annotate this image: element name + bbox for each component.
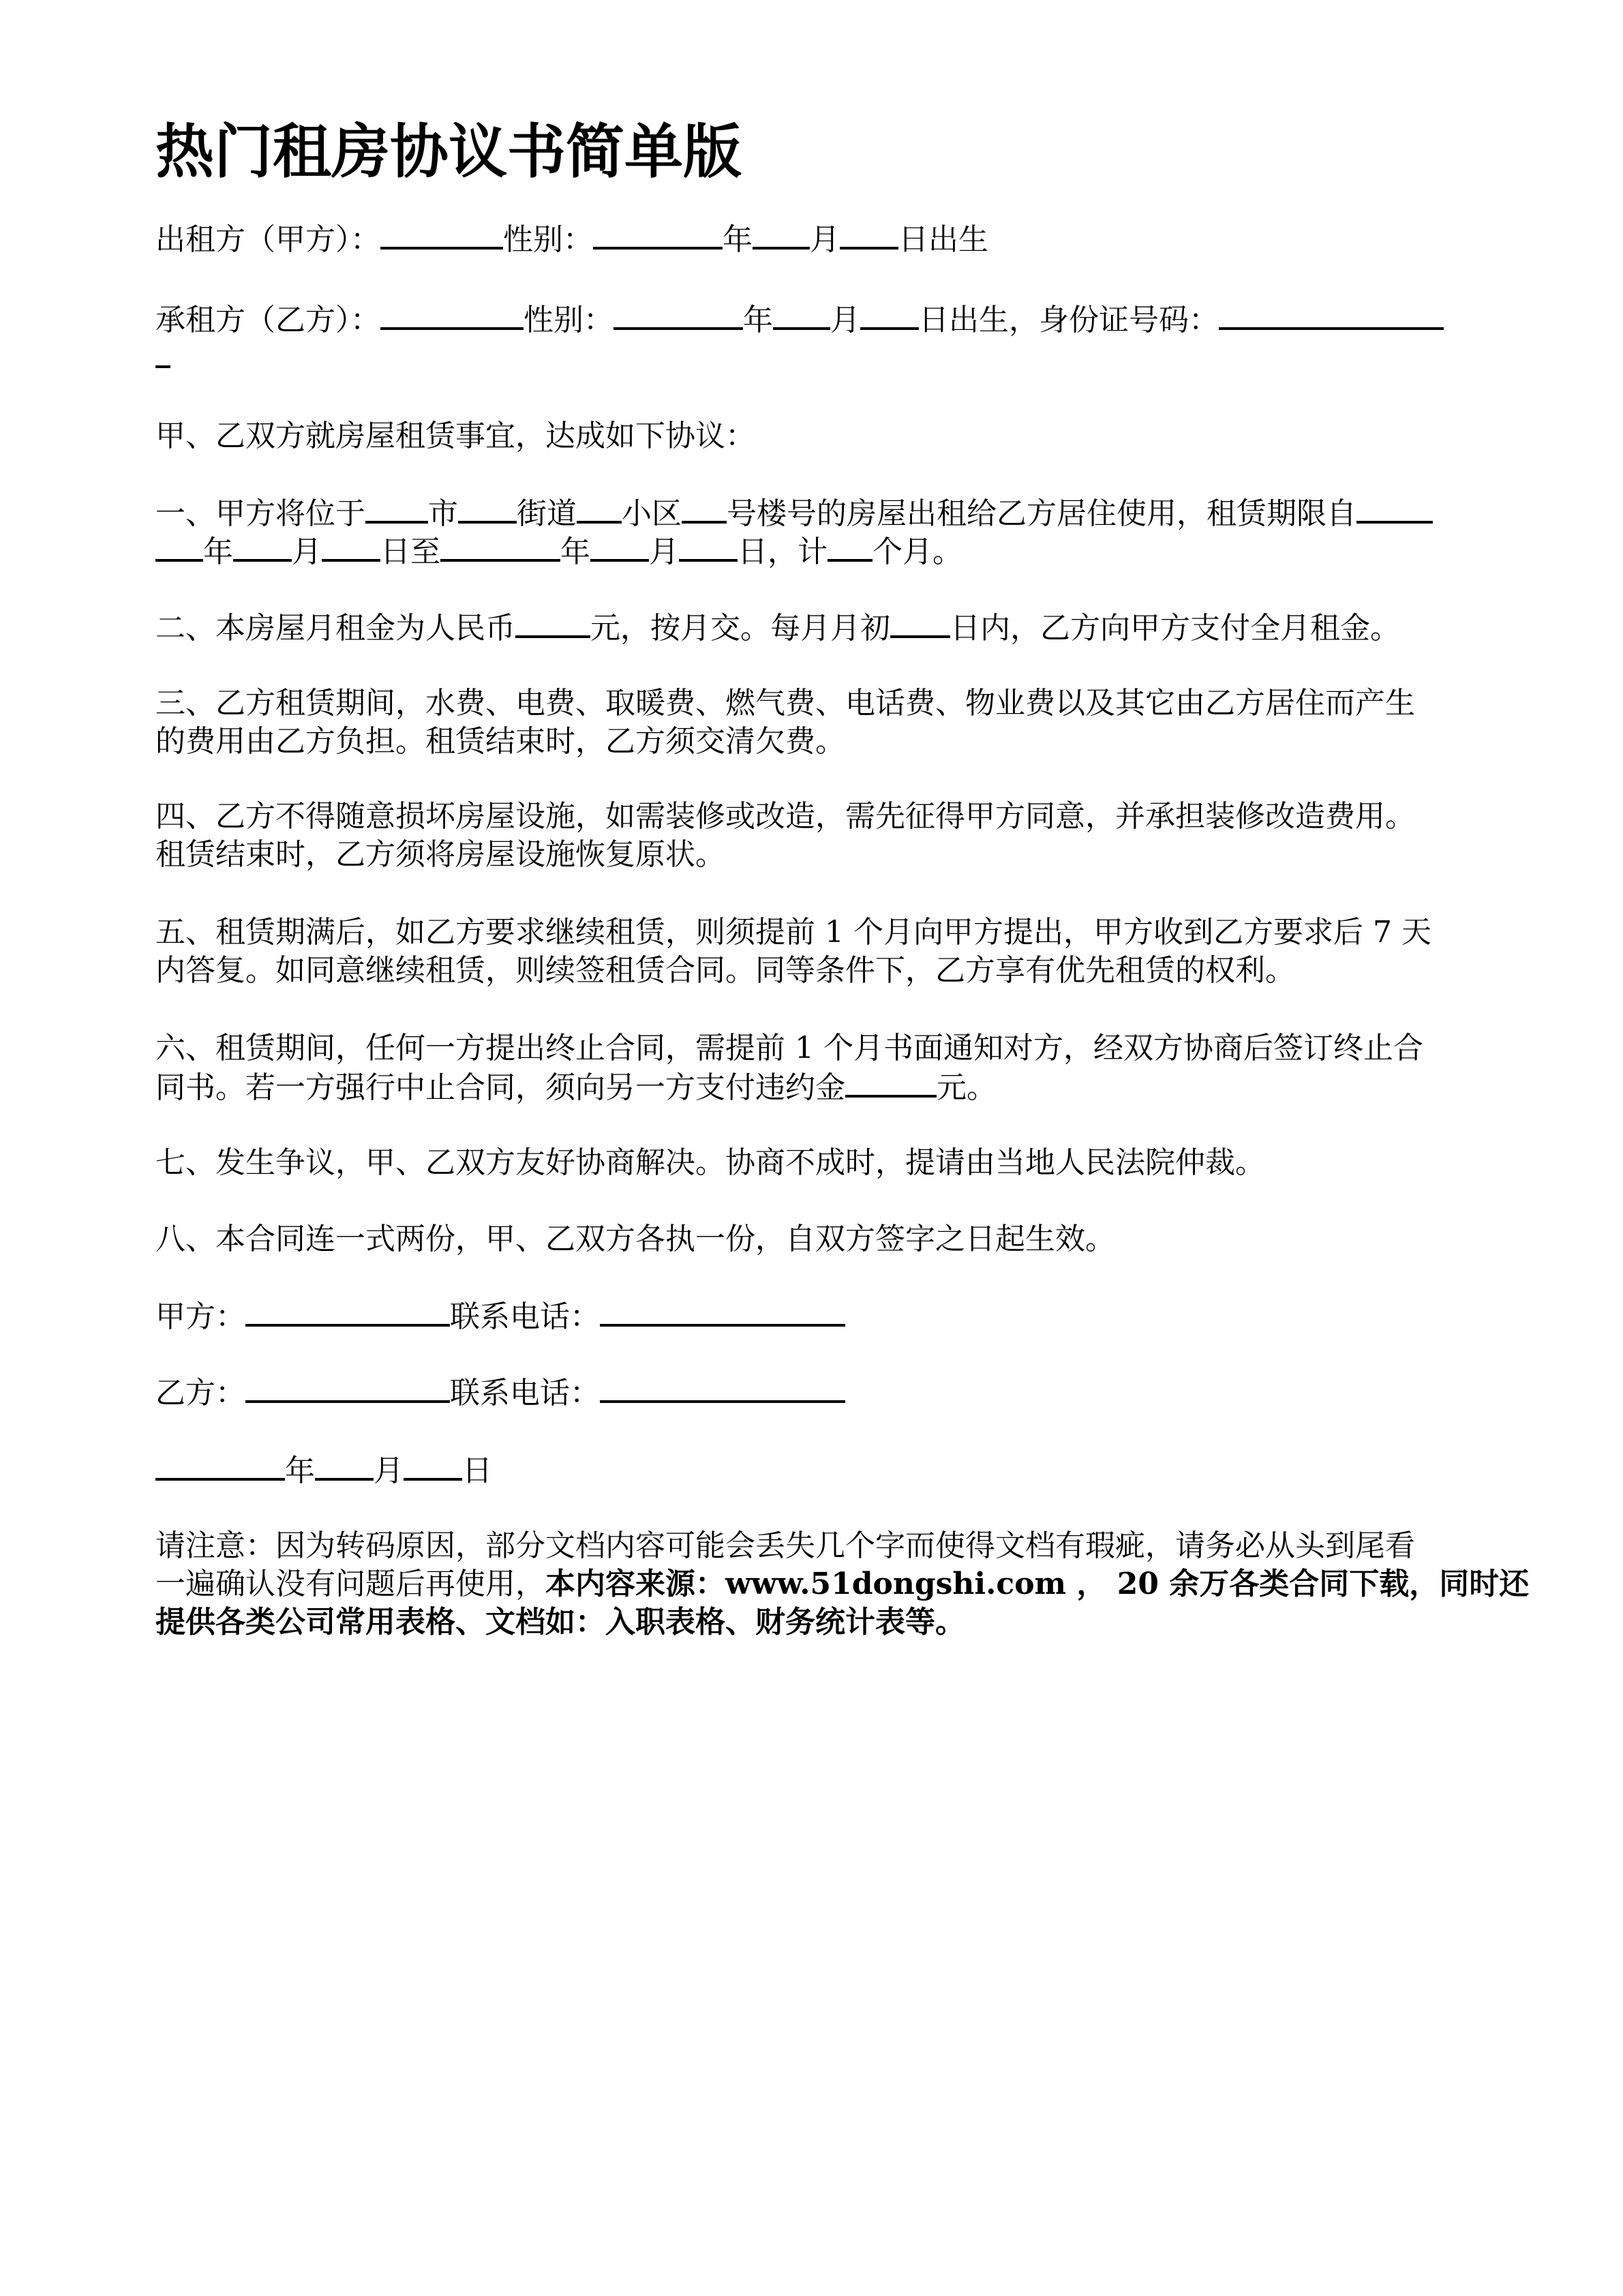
clause-6-line-2-prefix: 同书。若一方强行中止合同，须向另一方支付违约金 — [155, 1070, 845, 1105]
lessor-month-label: 月 — [810, 222, 840, 257]
clause-3-line-2: 的费用由乙方负担。租赁结束时，乙方须交清欠费。 — [155, 724, 845, 759]
lessee-birth-suffix: 日出生，身份证号码： — [919, 303, 1219, 337]
community-label: 小区 — [622, 496, 682, 531]
document-title: 热门租房协议书简单版 — [155, 118, 742, 186]
lessor-birth-year-blank[interactable] — [753, 220, 810, 250]
monthly-rent-blank[interactable] — [515, 608, 590, 638]
party-a-phone-label: 联系电话： — [450, 1299, 600, 1334]
party-b-label: 乙方： — [155, 1376, 245, 1410]
clause-5-line-2: 内答复。如同意继续租赁，则续签租赁合同。同等条件下，乙方享有优先租赁的权利。 — [155, 953, 1295, 988]
lessee-label: 承租方（乙方）： — [155, 303, 380, 337]
community-blank[interactable] — [577, 494, 622, 524]
clause-2 — [155, 608, 1400, 648]
penalty-amount-blank[interactable] — [845, 1068, 937, 1098]
party-b-phone-label: 联系电话： — [450, 1376, 600, 1410]
clause-5-line-1: 五、租赁期满后，如乙方要求继续租赁，则须提前 1 个月向甲方提出，甲方收到乙方要求后 7 天 — [155, 915, 1431, 950]
lease-end-month-label: 月 — [649, 534, 679, 569]
lessor-birth-suffix: 日出生 — [898, 222, 988, 257]
notice-line-2 — [155, 1565, 1529, 1603]
notice-line-1: 请注意：因为转码原因，部分文档内容可能会丢失几个字而使得文档有瑕疵，请务必从头到尾看 — [155, 1528, 1415, 1563]
lease-day-to-label: 日至 — [380, 534, 440, 569]
lessee-year-label: 年 — [743, 303, 773, 337]
street-blank[interactable] — [458, 494, 517, 524]
lease-start-month-label: 月 — [292, 534, 322, 569]
lease-start-year-blank-cont[interactable] — [155, 532, 203, 562]
signing-month-blank[interactable] — [315, 1451, 374, 1481]
lessee-gender-blank[interactable] — [613, 300, 743, 330]
lessee-id-overflow-line — [155, 338, 170, 378]
lease-end-year-blank[interactable] — [440, 532, 560, 562]
lessee-name-blank[interactable] — [380, 300, 524, 330]
lease-months-label: 个月。 — [873, 534, 962, 569]
lessor-name-blank[interactable] — [380, 220, 503, 250]
city-blank[interactable] — [365, 494, 428, 524]
signing-year-blank[interactable] — [155, 1451, 285, 1481]
lessee-birth-month-blank[interactable] — [860, 300, 919, 330]
intro-paragraph: 甲、乙双方就房屋租赁事宜，达成如下协议： — [155, 419, 755, 453]
clause-1-prefix: 一、甲方将位于 — [155, 496, 365, 531]
notice-line-3: 提供各类公司常用表格、文档如：入职表格、财务统计表等。 — [155, 1605, 965, 1640]
clause-4-line-2: 租赁结束时，乙方须将房屋设施恢复原状。 — [155, 837, 725, 872]
party-a-signature-blank[interactable] — [245, 1297, 450, 1327]
payment-day-blank[interactable] — [890, 608, 950, 638]
party-a-label: 甲方： — [155, 1299, 245, 1334]
building-label: 号楼号的房屋出租给乙方居住使用，租赁期限自 — [727, 496, 1356, 531]
lease-end-day-blank[interactable] — [679, 532, 738, 562]
signing-day-label: 日 — [462, 1453, 492, 1488]
lessee-birth-year-blank[interactable] — [773, 300, 830, 330]
building-blank[interactable] — [682, 494, 727, 524]
city-label: 市 — [428, 496, 458, 531]
signing-date-line — [155, 1451, 492, 1490]
party-b-phone-blank[interactable] — [600, 1373, 845, 1403]
lessee-gender-label: 性别： — [524, 303, 613, 337]
clause-6-line-2-suffix: 元。 — [937, 1070, 997, 1105]
lease-months-blank[interactable] — [828, 532, 873, 562]
clause-1-line-2 — [155, 532, 962, 571]
lessor-gender-blank[interactable] — [593, 220, 723, 250]
signing-month-label: 月 — [374, 1453, 404, 1488]
clause-2-middle: 元，按月交。每月月初 — [590, 611, 890, 646]
clause-1-line-1 — [155, 494, 1433, 533]
lessee-line — [155, 300, 1444, 339]
lessor-year-label: 年 — [723, 222, 753, 257]
clause-8: 八、本合同连一式两份，甲、乙双方各执一份，自双方签字之日起生效。 — [155, 1222, 1115, 1256]
party-b-signature-line — [155, 1373, 845, 1413]
clause-6-line-1: 六、租赁期间，任何一方提出终止合同，需提前 1 个月书面通知对方，经双方协商后签订终止合 — [155, 1031, 1423, 1066]
street-label: 街道 — [517, 496, 577, 531]
lease-start-day-blank[interactable] — [322, 532, 380, 562]
party-b-signature-blank[interactable] — [245, 1373, 450, 1403]
lessee-month-label: 月 — [830, 303, 860, 337]
notice-source-text: 本内容来源：www.51dongshi.com ， 20 余万各类合同下载，同时还 — [545, 1567, 1530, 1601]
lessor-line — [155, 220, 988, 259]
lessee-id-number-blank[interactable] — [1219, 300, 1444, 330]
lease-end-year-label: 年 — [560, 534, 590, 569]
lease-start-month-blank[interactable] — [233, 532, 292, 562]
lease-end-month-blank[interactable] — [590, 532, 649, 562]
lessee-id-number-blank-overflow[interactable] — [155, 338, 170, 368]
party-a-signature-line — [155, 1297, 845, 1336]
party-a-phone-blank[interactable] — [600, 1297, 845, 1327]
lease-start-year-label: 年 — [203, 534, 233, 569]
lessor-birth-month-blank[interactable] — [840, 220, 898, 250]
clause-2-suffix: 日内，乙方向甲方支付全月租金。 — [950, 611, 1400, 646]
clause-6-line-2 — [155, 1068, 997, 1107]
clause-7: 七、发生争议，甲、乙双方友好协商解决。协商不成时，提请由当地人民法院仲裁。 — [155, 1145, 1265, 1180]
notice-line-2-normal: 一遍确认没有问题后再使用， — [155, 1567, 545, 1601]
lessor-gender-label: 性别： — [503, 222, 593, 257]
lease-total-label: 日，计 — [738, 534, 828, 569]
clause-3-line-1: 三、乙方租赁期间，水费、电费、取暖费、燃气费、电话费、物业费以及其它由乙方居住而产生 — [155, 686, 1415, 721]
clause-4-line-1: 四、乙方不得随意损坏房屋设施，如需装修或改造，需先征得甲方同意，并承担装修改造费用。 — [155, 799, 1415, 834]
lessor-label: 出租方（甲方）： — [155, 222, 380, 257]
signing-year-label: 年 — [285, 1453, 315, 1488]
clause-2-prefix: 二、本房屋月租金为人民币 — [155, 611, 515, 646]
signing-day-blank[interactable] — [404, 1451, 462, 1481]
lease-start-year-blank[interactable] — [1356, 494, 1433, 524]
